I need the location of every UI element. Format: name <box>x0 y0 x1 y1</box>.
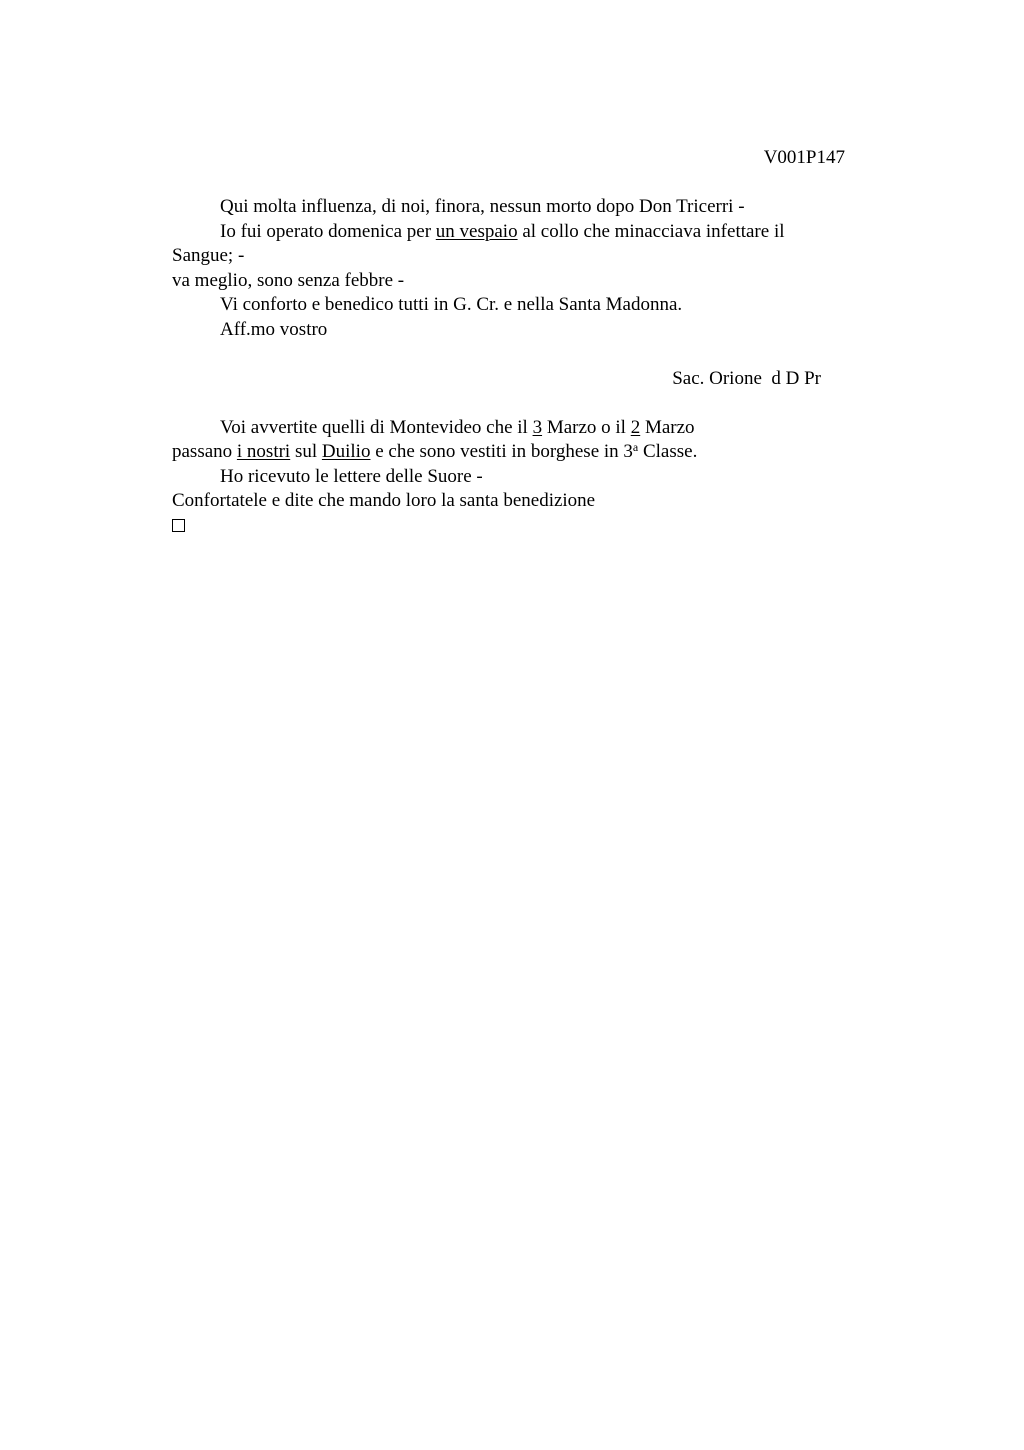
underlined-text: i nostri <box>236 441 291 462</box>
paragraph-2-line-4 <box>172 489 844 514</box>
blank-line <box>172 342 844 367</box>
paragraph-2-line-1 <box>172 416 844 441</box>
text-span: Ho ricevuto le lettere delle Suore - <box>220 465 483 487</box>
text-span: al collo che minacciava infettare il <box>517 220 785 242</box>
paragraph-1-line-3 <box>172 244 844 269</box>
document-id: V001P147 <box>763 147 845 168</box>
text-span: Aff.mo vostro <box>220 318 328 340</box>
signature-text: Sac. Orione d D Pr <box>672 367 821 389</box>
text-span: e che sono vestiti in borghese in 3 <box>370 441 633 462</box>
blank-line <box>172 391 844 416</box>
text-span: Classe. <box>638 441 698 462</box>
empty-square-icon <box>172 519 185 532</box>
underlined-text: 2 <box>630 416 641 438</box>
text-span: va meglio, sono senza febbre - <box>172 269 405 291</box>
text-span: Qui molta influenza, di noi, finora, nessun morto dopo Don Tricerri - <box>220 196 745 217</box>
paragraph-1-line-5 <box>172 293 844 318</box>
underlined-text: Duilio <box>321 441 371 462</box>
end-marker-line <box>172 514 844 539</box>
superscript-text: a <box>632 440 639 454</box>
underlined-text: 3 <box>532 416 543 438</box>
paragraph-1-line-1 <box>172 195 844 220</box>
text-span: Io fui operato domenica per <box>220 220 436 242</box>
text-span: passano <box>172 441 237 462</box>
paragraph-2-line-3 <box>172 465 844 490</box>
text-span: Vi conforto e benedico tutti in G. Cr. e nella Santa Madonna. <box>220 294 683 315</box>
underlined-text: un vespaio <box>435 220 518 242</box>
letter-body <box>172 195 844 538</box>
signature <box>172 367 844 392</box>
paragraph-1-line-4 <box>172 269 844 294</box>
text-span: Confortatele e dite che mando loro la santa benedizione <box>172 490 596 511</box>
text-span: Sangue; - <box>172 245 245 266</box>
text-span: Voi avvertite quelli di Montevideo che il <box>220 416 533 438</box>
text-span: Marzo o il <box>542 416 631 438</box>
text-span: Marzo <box>640 416 695 438</box>
paragraph-2-line-2 <box>172 440 844 465</box>
text-span: sul <box>290 441 322 462</box>
paragraph-1-line-2 <box>172 220 844 245</box>
closing-line <box>172 318 844 343</box>
